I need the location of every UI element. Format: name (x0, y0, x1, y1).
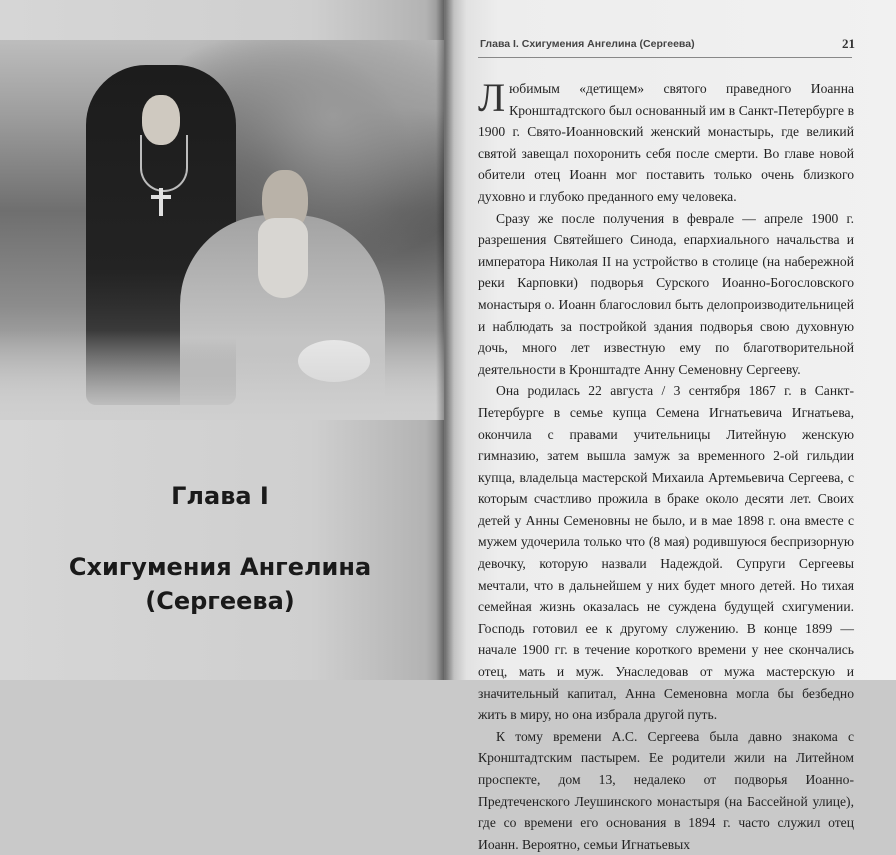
priest-beard (258, 218, 308, 298)
paragraph-2: Сразу же после получения в феврале — апреле 1900 г. разрешения Святейшего Синода, епархиального начальства и императора Николая II на устройство в столице (на набережной реки Карповки) подворья Сурского Иоанно-Богословского монастыря о. Иоанн благословил быть делопроизводительницей и наблюдать за постройкой здания подворья свою духовную дочь, много лет известную ему по благотворительной деятельности в Кронштадте Анну Семеновну Сергееву. (478, 210, 854, 377)
chapter-title-line2: (Сергеева) (145, 587, 295, 615)
page-number: 21 (842, 36, 855, 51)
cross-chain (140, 135, 188, 192)
header-rule (478, 57, 852, 58)
drop-cap: Л (478, 75, 506, 120)
pectoral-cross-icon (159, 188, 163, 216)
paragraph-4: К тому времени А.С. Сергеева была давно знакома с Кронштадтским пастырем. Ее родители жили на Литейном проспекте, дом 13, недалеко от подворья Иоанно-Предтеченского Леушинского монастыря (на Бассейной улице), где со времени его основания в 1894 г. часто служил отец Иоанн. Вероятно, семьи Игнатьевых (478, 728, 854, 852)
chapter-label: Глава I (171, 482, 269, 510)
chapter-title (40, 550, 400, 618)
photo-fade (0, 330, 444, 420)
paragraph-1-text: юбимым «детищем» святого праведного Иоанна Кронштадтского был основанный им в Санкт-Петербурге в 1900 г. Свято-Иоанновский женский монастырь, где великий святой завещал похоронить себя после смерти. Во главе новой обители отец Иоанн мог поставить только очень близкого духовно и глубоко преданного ему человека. (478, 81, 854, 204)
book-gutter (436, 0, 454, 680)
left-page (0, 0, 444, 680)
chapter-title-line1: Схигумения Ангелина (68, 553, 372, 581)
paragraph-3: Она родилась 22 августа / 3 сентября 1867 г. в Санкт-Петербурге в семье купца Семена Игнатьевича Игнатьева, окончила с правами учительницы Литейную женскую гимназию, затем вышла замуж за временного 2-ой гильдии купца, владельца мастерской Михаила Артемьевича Сергеева, с которым счастливо прожила в браке около десяти лет. Своих детей у Анны Семеновны не было, и в мае 1898 г. она вместе с мужем удочерила только что (8 мая) родившуюся беспризорную девочку, которую назвали Надеждой. Супруги Сергеевы мечтали, что в дальнейшем у них будет много детей. Но тихая семейная жизнь оказалась не суждена будущей схигумении. Господь готовил ее к другому служению. В конце 1899 — начале 1900 гг. в течение короткого времени у нее скончались отец, мать и муж. Унаследовав от мужа мастерскую и значительный капитал, Анна Семеновна могла бы безбедно жить в миру, но она избрала другой путь. (478, 383, 854, 723)
running-head: Глава I. Схигумения Ангелина (Сергеева) (480, 38, 695, 50)
paragraph-1 (478, 75, 854, 208)
body-text (478, 75, 854, 855)
historical-photo (0, 40, 444, 420)
pectoral-cross-bar (151, 195, 171, 199)
